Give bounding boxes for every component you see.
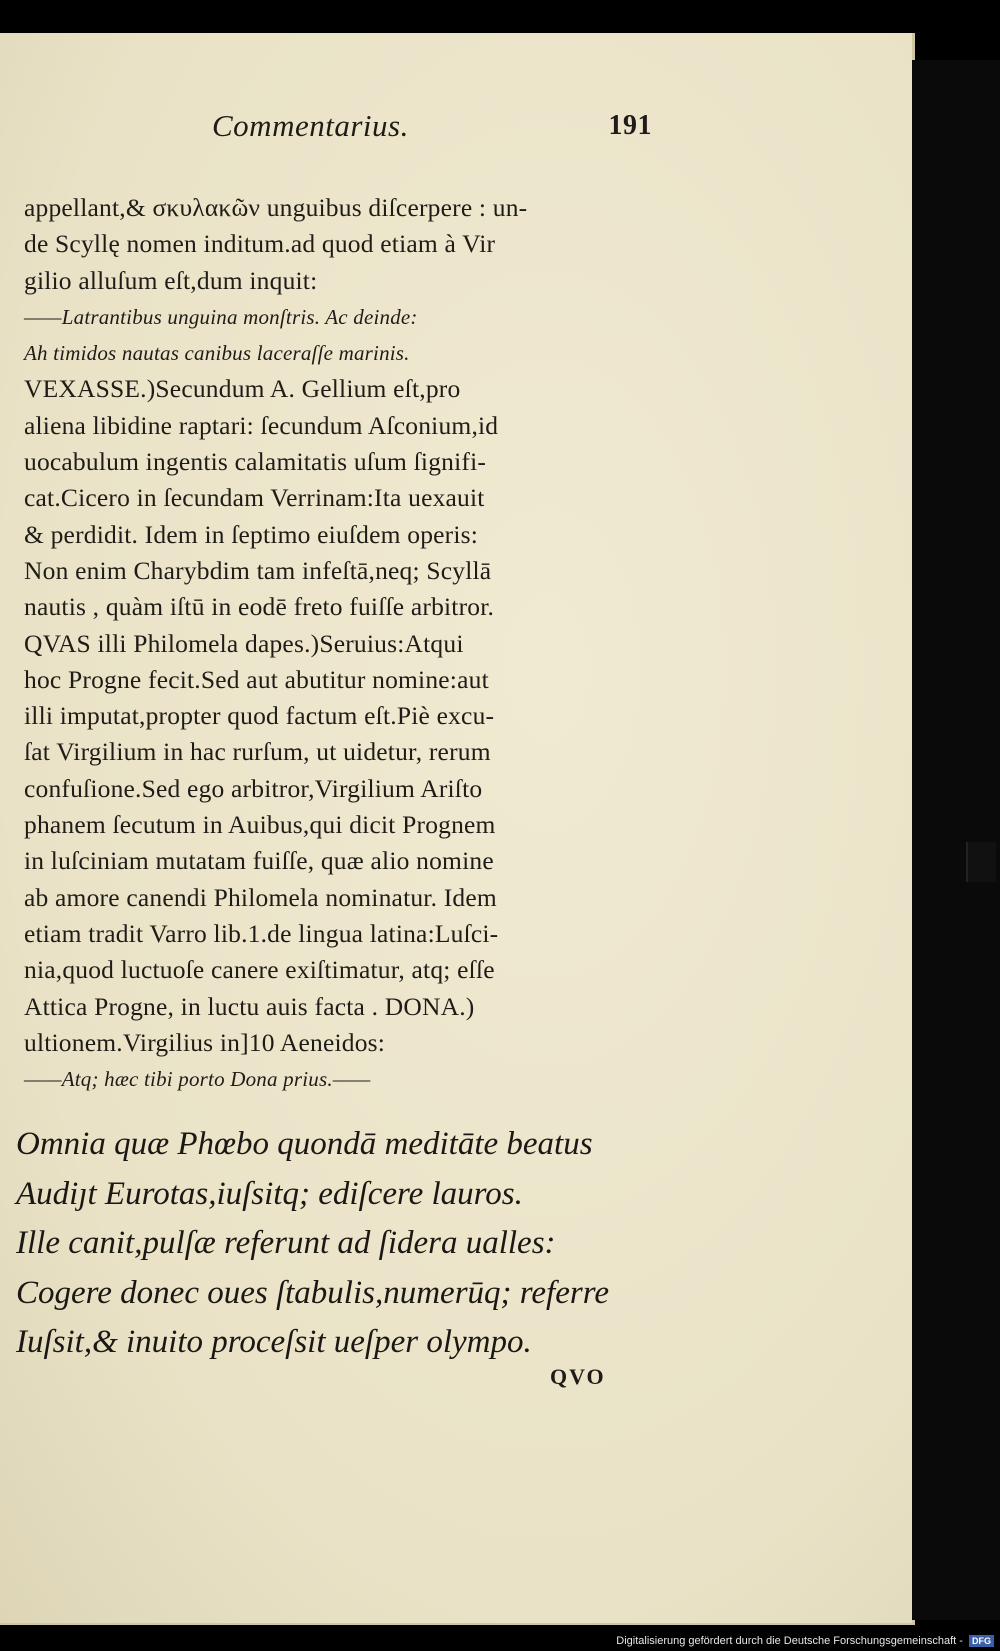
- text-line: aliena libidine raptari: ſecundum Aſconium,id: [24, 410, 499, 440]
- dfg-logo: DFG: [969, 1635, 994, 1647]
- page-number: 191: [608, 110, 652, 141]
- text-line: confuſione.Sed ego arbitror,Virgilium Ariſto: [24, 773, 483, 803]
- poem-line: Cogere donec oues ſtabulis,numerūq; referre: [16, 1274, 609, 1311]
- text-line: illi imputat,propter quod factum eſt.Piè excu-: [24, 701, 495, 731]
- text-line: ſat Virgilium in hac rurſum, ut uidetur, rerum: [24, 737, 491, 767]
- scan-clip-mark: [966, 842, 996, 882]
- text-line: nautis , quàm iſtū in eodē freto fuiſſe arbitror.: [24, 592, 495, 622]
- digitization-credit: [616, 1635, 994, 1647]
- text-line: uocabulum ingentis calamitatis uſum ſignifi-: [24, 447, 487, 477]
- text-line: VEXASSE.)Secundum A. Gellium eſt,pro: [24, 374, 461, 404]
- scan-background: [912, 60, 1000, 1620]
- text-line: in luſciniam mutatam fuiſſe, quæ alio nomine: [24, 846, 494, 876]
- text-line: ab amore canendi Philomela nominatur. Idem: [24, 882, 497, 912]
- text-line: de Scyllę nomen inditum.ad quod etiam à Vir: [24, 229, 496, 259]
- credit-text: Digitalisierung gefördert durch die Deutsche Forschungsgemeinschaft -: [616, 1634, 963, 1647]
- catchword: QVO: [550, 1364, 606, 1389]
- text-line: & perdidit. Idem in ſeptimo eiuſdem operis:: [24, 519, 479, 549]
- text-line: hoc Progne fecit.Sed aut abutitur nomine:aut: [24, 664, 489, 694]
- text-line: ultionem.Virgilius in]10 Aeneidos:: [24, 1027, 386, 1057]
- verse-quote-line: ——Atq; hæc tibi porto Dona prius.——: [24, 1067, 371, 1092]
- poem-line: Audiȷt Eurotas,iuſsitq; ediſcere lauros.: [16, 1175, 523, 1212]
- text-line: QVAS illi Philomela dapes.)Seruius:Atqui: [24, 628, 464, 658]
- running-header: [212, 108, 652, 144]
- poem-line: Omnia quæ Phœbo quondā meditāte beatus: [16, 1126, 593, 1162]
- verse-quote-line: ——Latrantibus unguina monſtris. Ac deinde:: [24, 304, 418, 329]
- text-line: Attica Progne, in luctu auis facta . DONA.): [24, 991, 475, 1021]
- text-line: gilio alluſum eſt,dum inquit:: [24, 265, 318, 295]
- text-line: appellant,& σκυλακῶν unguibus diſcerpere : un-: [24, 193, 528, 222]
- poem-line: Iuſsit,& inuito proceſsit ueſper olympo.: [16, 1324, 532, 1360]
- poem-verses: [16, 1120, 656, 1368]
- verse-quote-line: Ah timidos nautas canibus laceraſſe marinis.: [24, 341, 410, 366]
- text-line: phanem ſecutum in Auibus,qui dicit Prognem: [24, 810, 496, 840]
- text-line: cat.Cicero in ſecundam Verrinam:Ita uexauit: [24, 483, 485, 513]
- commentary-text: [24, 190, 644, 1097]
- text-line: nia,quod luctuoſe canere exiſtimatur, atq; eſſe: [24, 955, 495, 985]
- text-line: etiam tradit Varro lib.1.de lingua latina:Luſci-: [24, 918, 499, 948]
- running-title: Commentarius.: [212, 108, 409, 143]
- poem-line: Ille canit,pulſæ referunt ad ſidera ualles:: [16, 1225, 556, 1261]
- text-line: Non enim Charybdim tam infeſtā,neq; Scyllā: [24, 555, 492, 585]
